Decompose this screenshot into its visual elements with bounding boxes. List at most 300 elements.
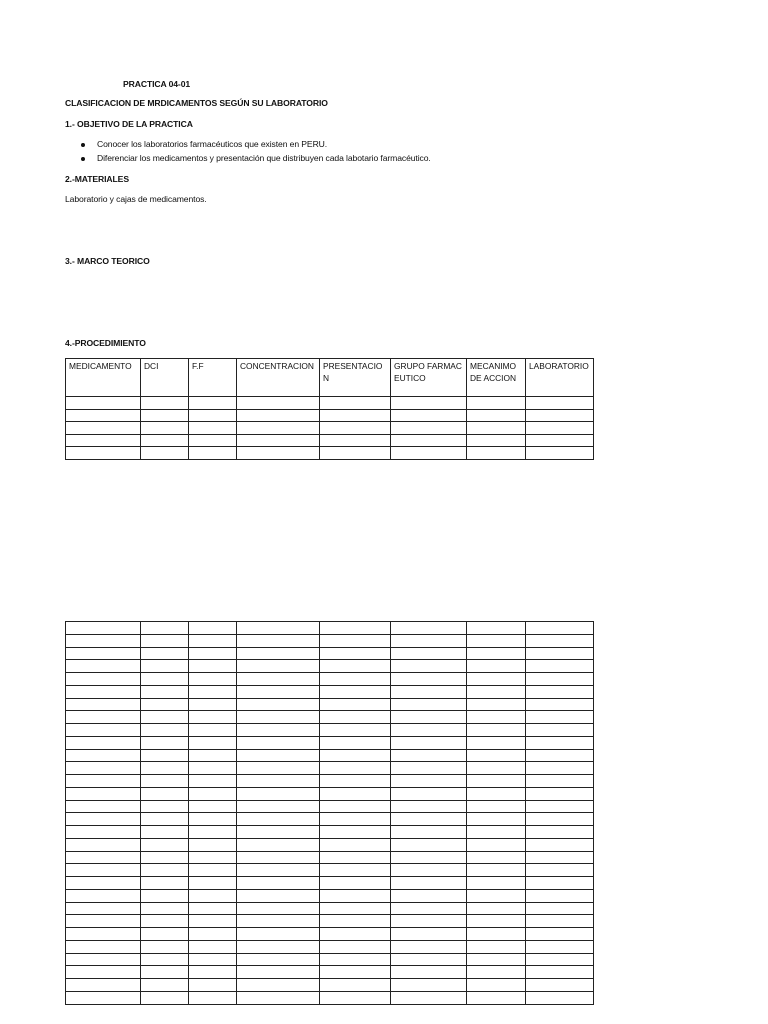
table-cell xyxy=(189,660,237,673)
table-cell xyxy=(526,698,594,711)
table-cell xyxy=(141,851,189,864)
table-cell xyxy=(141,762,189,775)
table-cell xyxy=(189,787,237,800)
table-cell xyxy=(189,851,237,864)
table-cell xyxy=(66,928,141,941)
table-cell xyxy=(237,889,320,902)
table-cell xyxy=(526,787,594,800)
table-row xyxy=(66,685,594,698)
table-cell xyxy=(320,762,391,775)
table-cell xyxy=(237,736,320,749)
table-cell xyxy=(66,813,141,826)
table-cell xyxy=(189,762,237,775)
table-cell xyxy=(237,685,320,698)
table-row xyxy=(66,660,594,673)
table-cell xyxy=(189,434,237,447)
table-cell xyxy=(141,953,189,966)
table-cell xyxy=(141,889,189,902)
table-cell xyxy=(141,813,189,826)
table-cell xyxy=(467,889,526,902)
table-cell xyxy=(189,447,237,460)
table-cell xyxy=(237,953,320,966)
table-cell xyxy=(141,634,189,647)
table-cell xyxy=(320,698,391,711)
table-row xyxy=(66,915,594,928)
section-objective-title: 1.- OBJETIVO DE LA PRACTICA xyxy=(65,119,193,129)
table-cell xyxy=(66,397,141,410)
table-cell xyxy=(526,397,594,410)
table-cell xyxy=(237,826,320,839)
table-cell xyxy=(141,991,189,1004)
table-cell xyxy=(391,622,467,635)
table-cell xyxy=(467,409,526,422)
table-cell xyxy=(66,787,141,800)
table-cell xyxy=(391,762,467,775)
table-cell xyxy=(189,889,237,902)
table-cell xyxy=(237,991,320,1004)
table-cell xyxy=(391,634,467,647)
records-table-body xyxy=(66,622,594,1005)
table-cell xyxy=(237,634,320,647)
table-cell xyxy=(526,685,594,698)
table-cell xyxy=(320,660,391,673)
table-cell xyxy=(467,749,526,762)
table-header-cell: MEDICAMENTO xyxy=(66,359,141,397)
table-cell xyxy=(526,724,594,737)
table-cell xyxy=(237,698,320,711)
table-cell xyxy=(526,940,594,953)
table-cell xyxy=(141,877,189,890)
table-cell xyxy=(141,787,189,800)
table-row xyxy=(66,864,594,877)
table-header-cell: MECANIMO DE ACCION xyxy=(467,359,526,397)
table-cell xyxy=(237,838,320,851)
table-cell xyxy=(141,397,189,410)
table-cell xyxy=(391,724,467,737)
table-cell xyxy=(467,736,526,749)
table-row xyxy=(66,928,594,941)
table-cell xyxy=(141,711,189,724)
table-cell xyxy=(237,422,320,435)
table-cell xyxy=(320,685,391,698)
table-cell xyxy=(526,775,594,788)
table-cell xyxy=(467,940,526,953)
table-cell xyxy=(141,409,189,422)
table-row xyxy=(66,966,594,979)
table-cell xyxy=(391,940,467,953)
table-cell xyxy=(141,660,189,673)
table-cell xyxy=(320,434,391,447)
table-cell xyxy=(237,800,320,813)
table-cell xyxy=(526,673,594,686)
table-cell xyxy=(320,928,391,941)
table-cell xyxy=(237,660,320,673)
table-row xyxy=(66,991,594,1004)
table-cell xyxy=(526,622,594,635)
table-row xyxy=(66,979,594,992)
table-cell xyxy=(189,864,237,877)
table-cell xyxy=(526,736,594,749)
table-cell xyxy=(526,749,594,762)
table-cell xyxy=(320,953,391,966)
table-row xyxy=(66,724,594,737)
table-cell xyxy=(189,826,237,839)
table-header-row xyxy=(66,359,594,397)
table-cell xyxy=(66,762,141,775)
table-cell xyxy=(320,673,391,686)
table-cell xyxy=(189,724,237,737)
table-cell xyxy=(467,724,526,737)
table-row xyxy=(66,838,594,851)
table-cell xyxy=(391,409,467,422)
table-cell xyxy=(189,685,237,698)
table-cell xyxy=(526,902,594,915)
table-cell xyxy=(526,711,594,724)
table-cell xyxy=(237,711,320,724)
table-header-cell: LABORATORIO xyxy=(526,359,594,397)
table-cell xyxy=(526,434,594,447)
table-cell xyxy=(66,660,141,673)
table-cell xyxy=(526,966,594,979)
table-cell xyxy=(391,447,467,460)
table-cell xyxy=(320,749,391,762)
table-cell xyxy=(189,736,237,749)
table-cell xyxy=(320,397,391,410)
table-cell xyxy=(391,685,467,698)
section-theory-title: 3.- MARCO TEORICO xyxy=(65,256,150,266)
table-cell xyxy=(189,409,237,422)
table-cell xyxy=(189,711,237,724)
table-cell xyxy=(320,838,391,851)
table-cell xyxy=(237,724,320,737)
table-cell xyxy=(237,787,320,800)
table-cell xyxy=(141,800,189,813)
table-cell xyxy=(141,826,189,839)
procedure-table-body xyxy=(66,397,594,460)
table-cell xyxy=(141,698,189,711)
table-cell xyxy=(320,647,391,660)
table-row xyxy=(66,422,594,435)
table-cell xyxy=(66,422,141,435)
table-cell xyxy=(320,724,391,737)
table-cell xyxy=(141,966,189,979)
table-cell xyxy=(66,434,141,447)
table-cell xyxy=(526,838,594,851)
table-cell xyxy=(526,928,594,941)
table-cell xyxy=(141,647,189,660)
table-cell xyxy=(189,928,237,941)
table-cell xyxy=(189,902,237,915)
table-cell xyxy=(467,762,526,775)
table-cell xyxy=(320,800,391,813)
table-cell xyxy=(467,979,526,992)
table-cell xyxy=(391,826,467,839)
table-cell xyxy=(141,864,189,877)
table-row xyxy=(66,622,594,635)
table-header-cell: CONCENTRACION xyxy=(237,359,320,397)
bullet-dot-icon xyxy=(81,157,85,161)
table-cell xyxy=(141,422,189,435)
table-row xyxy=(66,800,594,813)
bullet-dot-icon xyxy=(81,143,85,147)
table-header-cell: DCI xyxy=(141,359,189,397)
table-cell xyxy=(467,660,526,673)
table-cell xyxy=(391,673,467,686)
table-cell xyxy=(391,647,467,660)
table-cell xyxy=(391,991,467,1004)
table-cell xyxy=(467,711,526,724)
table-cell xyxy=(66,736,141,749)
table-row xyxy=(66,889,594,902)
table-cell xyxy=(189,838,237,851)
table-cell xyxy=(526,762,594,775)
objective-item-2: Diferenciar los medicamentos y presentación que distribuyen cada labotario farmacéutico. xyxy=(97,153,431,163)
table-cell xyxy=(320,966,391,979)
table-cell xyxy=(467,685,526,698)
table-cell xyxy=(237,647,320,660)
records-table xyxy=(65,621,594,1005)
table-cell xyxy=(320,447,391,460)
table-cell xyxy=(526,647,594,660)
table-cell xyxy=(320,422,391,435)
table-cell xyxy=(391,711,467,724)
table-cell xyxy=(66,647,141,660)
table-cell xyxy=(526,634,594,647)
table-cell xyxy=(320,787,391,800)
table-cell xyxy=(391,787,467,800)
table-cell xyxy=(467,864,526,877)
table-cell xyxy=(320,851,391,864)
table-cell xyxy=(66,953,141,966)
table-cell xyxy=(141,622,189,635)
table-cell xyxy=(66,800,141,813)
table-cell xyxy=(467,991,526,1004)
table-cell xyxy=(467,787,526,800)
document-title: CLASIFICACION DE MRDICAMENTOS SEGÚN SU LABORATORIO xyxy=(65,98,328,108)
table-cell xyxy=(237,622,320,635)
table-cell xyxy=(391,928,467,941)
section-materials-title: 2.-MATERIALES xyxy=(65,174,129,184)
table-cell xyxy=(237,902,320,915)
table-row xyxy=(66,851,594,864)
table-cell xyxy=(320,902,391,915)
table-cell xyxy=(526,979,594,992)
table-cell xyxy=(237,397,320,410)
table-cell xyxy=(391,813,467,826)
table-cell xyxy=(189,915,237,928)
table-cell xyxy=(467,813,526,826)
table-cell xyxy=(66,877,141,890)
table-cell xyxy=(391,889,467,902)
table-cell xyxy=(66,409,141,422)
table-cell xyxy=(141,685,189,698)
table-cell xyxy=(391,736,467,749)
table-cell xyxy=(66,915,141,928)
table-cell xyxy=(391,749,467,762)
table-cell xyxy=(391,698,467,711)
table-cell xyxy=(391,877,467,890)
table-cell xyxy=(467,851,526,864)
table-cell xyxy=(467,928,526,941)
table-cell xyxy=(320,826,391,839)
table-row xyxy=(66,775,594,788)
table-cell xyxy=(467,902,526,915)
table-cell xyxy=(320,775,391,788)
table-cell xyxy=(66,940,141,953)
table-cell xyxy=(320,736,391,749)
table-cell xyxy=(467,434,526,447)
table-cell xyxy=(237,813,320,826)
table-row xyxy=(66,397,594,410)
table-cell xyxy=(66,622,141,635)
table-cell xyxy=(467,447,526,460)
table-cell xyxy=(526,422,594,435)
table-cell xyxy=(237,409,320,422)
table-cell xyxy=(66,979,141,992)
table-row xyxy=(66,647,594,660)
table-cell xyxy=(189,673,237,686)
table-row xyxy=(66,634,594,647)
table-cell xyxy=(526,851,594,864)
table-cell xyxy=(237,979,320,992)
table-cell xyxy=(320,409,391,422)
practice-heading: PRACTICA 04-01 xyxy=(123,79,191,89)
table-cell xyxy=(320,940,391,953)
table-cell xyxy=(237,762,320,775)
table-cell xyxy=(66,749,141,762)
table-cell xyxy=(391,979,467,992)
table-row xyxy=(66,711,594,724)
table-cell xyxy=(141,749,189,762)
table-cell xyxy=(467,775,526,788)
table-row xyxy=(66,787,594,800)
table-cell xyxy=(237,434,320,447)
table-cell xyxy=(391,915,467,928)
table-cell xyxy=(526,915,594,928)
table-cell xyxy=(526,864,594,877)
table-cell xyxy=(237,940,320,953)
table-cell xyxy=(237,851,320,864)
table-cell xyxy=(320,889,391,902)
section-procedure-title: 4.-PROCEDIMIENTO xyxy=(65,338,146,348)
table-cell xyxy=(391,434,467,447)
table-row xyxy=(66,673,594,686)
table-cell xyxy=(320,864,391,877)
table-row xyxy=(66,736,594,749)
table-cell xyxy=(391,660,467,673)
table-cell xyxy=(526,826,594,839)
table-cell xyxy=(467,673,526,686)
table-cell xyxy=(141,447,189,460)
table-cell xyxy=(189,422,237,435)
table-cell xyxy=(391,851,467,864)
table-cell xyxy=(189,634,237,647)
table-cell xyxy=(391,953,467,966)
table-cell xyxy=(141,775,189,788)
table-cell xyxy=(467,800,526,813)
table-cell xyxy=(189,749,237,762)
table-cell xyxy=(141,434,189,447)
table-cell xyxy=(189,397,237,410)
table-row xyxy=(66,447,594,460)
table-cell xyxy=(391,397,467,410)
table-cell xyxy=(391,775,467,788)
table-cell xyxy=(526,800,594,813)
table-cell xyxy=(189,775,237,788)
table-cell xyxy=(320,991,391,1004)
table-cell xyxy=(391,966,467,979)
table-row xyxy=(66,940,594,953)
table-row xyxy=(66,877,594,890)
table-cell xyxy=(237,775,320,788)
materials-body: Laboratorio y cajas de medicamentos. xyxy=(65,194,207,204)
table-cell xyxy=(320,877,391,890)
table-cell xyxy=(189,698,237,711)
table-cell xyxy=(391,422,467,435)
table-row xyxy=(66,813,594,826)
table-cell xyxy=(237,928,320,941)
table-header-cell: F.F xyxy=(189,359,237,397)
table-header-cell: GRUPO FARMACEUTICO xyxy=(391,359,467,397)
table-cell xyxy=(526,447,594,460)
table-cell xyxy=(467,966,526,979)
table-cell xyxy=(467,915,526,928)
table-cell xyxy=(141,724,189,737)
table-cell xyxy=(141,940,189,953)
table-cell xyxy=(467,397,526,410)
table-cell xyxy=(467,877,526,890)
table-cell xyxy=(237,447,320,460)
table-row xyxy=(66,749,594,762)
table-cell xyxy=(66,724,141,737)
objective-item-1: Conocer los laboratorios farmacéuticos que existen en PERU. xyxy=(97,139,328,149)
table-cell xyxy=(526,953,594,966)
table-cell xyxy=(141,915,189,928)
table-cell xyxy=(66,851,141,864)
table-cell xyxy=(189,877,237,890)
table-cell xyxy=(320,711,391,724)
table-cell xyxy=(189,940,237,953)
table-cell xyxy=(391,902,467,915)
table-cell xyxy=(467,838,526,851)
table-cell xyxy=(66,775,141,788)
table-cell xyxy=(66,673,141,686)
table-cell xyxy=(237,915,320,928)
table-cell xyxy=(320,979,391,992)
table-cell xyxy=(66,826,141,839)
table-cell xyxy=(467,634,526,647)
table-cell xyxy=(320,915,391,928)
table-cell xyxy=(320,634,391,647)
table-cell xyxy=(320,813,391,826)
table-cell xyxy=(467,422,526,435)
table-cell xyxy=(526,889,594,902)
table-cell xyxy=(141,928,189,941)
procedure-table xyxy=(65,358,594,460)
table-row xyxy=(66,762,594,775)
table-cell xyxy=(141,838,189,851)
table-header-cell: PRESENTACION xyxy=(320,359,391,397)
table-row xyxy=(66,434,594,447)
table-cell xyxy=(141,673,189,686)
table-cell xyxy=(391,864,467,877)
table-cell xyxy=(237,966,320,979)
table-cell xyxy=(467,647,526,660)
table-cell xyxy=(66,864,141,877)
table-row xyxy=(66,698,594,711)
table-cell xyxy=(66,711,141,724)
table-cell xyxy=(467,953,526,966)
